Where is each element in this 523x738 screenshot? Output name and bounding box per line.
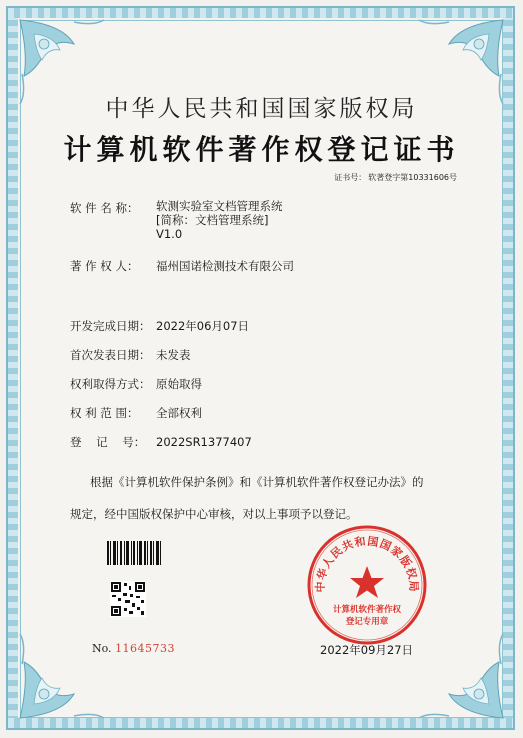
acquire-method-row	[70, 376, 202, 392]
scope-value: 全部权利	[156, 406, 202, 420]
certificate-number-value: 软著登字第10331606号	[368, 173, 457, 182]
statement-line-1: 根据《计算机软件保护条例》和《计算机软件著作权登记办法》的	[90, 475, 424, 489]
owner-value: 福州国诺检测技术有限公司	[156, 259, 294, 273]
publish-date-value: 未发表	[156, 348, 191, 362]
publish-date-row	[70, 347, 191, 363]
serial-number	[92, 642, 175, 655]
dev-date-row	[70, 318, 249, 334]
software-name-label: 软 件 名 称：	[70, 201, 139, 215]
statement-line-2: 规定，经中国版权保护中心审核，对以上事项予以登记。	[70, 507, 358, 521]
seal-inner-line-1: 计算机软件著作权	[332, 605, 402, 615]
qr-code-icon	[110, 581, 146, 617]
owner-label: 著 作 权 人：	[70, 259, 139, 273]
serial-prefix: No.	[92, 642, 112, 655]
software-short-name: [简称：文档管理系统]	[156, 213, 269, 227]
software-name-block	[156, 199, 283, 241]
software-name-row	[70, 200, 156, 216]
certificate-number-label: 证书号：	[334, 173, 367, 182]
issuer-title: 中华人民共和国国家版权局	[105, 96, 418, 122]
acquire-method-label: 权利取得方式：	[70, 377, 151, 391]
reg-no-label: 登 记 号：	[70, 435, 146, 449]
certificate-title: 计算机软件著作权登记证书	[63, 133, 460, 166]
publish-date-label: 首次发表日期：	[70, 348, 151, 362]
software-version: V1.0	[156, 227, 183, 241]
owner-row	[70, 258, 294, 274]
certificate-panel	[20, 20, 503, 718]
dev-date-label: 开发完成日期：	[70, 319, 151, 333]
software-name-value: 软测实验室文档管理系统	[156, 199, 283, 213]
official-seal-icon	[304, 522, 430, 648]
reg-no-value: 2022SR1377407	[156, 435, 252, 449]
barcode-icon	[106, 540, 162, 566]
reg-no-row	[70, 434, 252, 450]
certificate-number	[332, 172, 457, 183]
acquire-method-value: 原始取得	[156, 377, 202, 391]
seal-inner-line-2: 登记专用章	[345, 617, 389, 627]
dev-date-value: 2022年06月07日	[156, 319, 250, 333]
seal-ring-text: 中华人民共和国国家版权局	[313, 534, 421, 593]
issue-date: 2022年09月27日	[320, 643, 414, 657]
serial-value: 11645733	[115, 642, 176, 655]
scope-label: 权 利 范 围：	[70, 406, 139, 420]
scope-row	[70, 405, 202, 421]
